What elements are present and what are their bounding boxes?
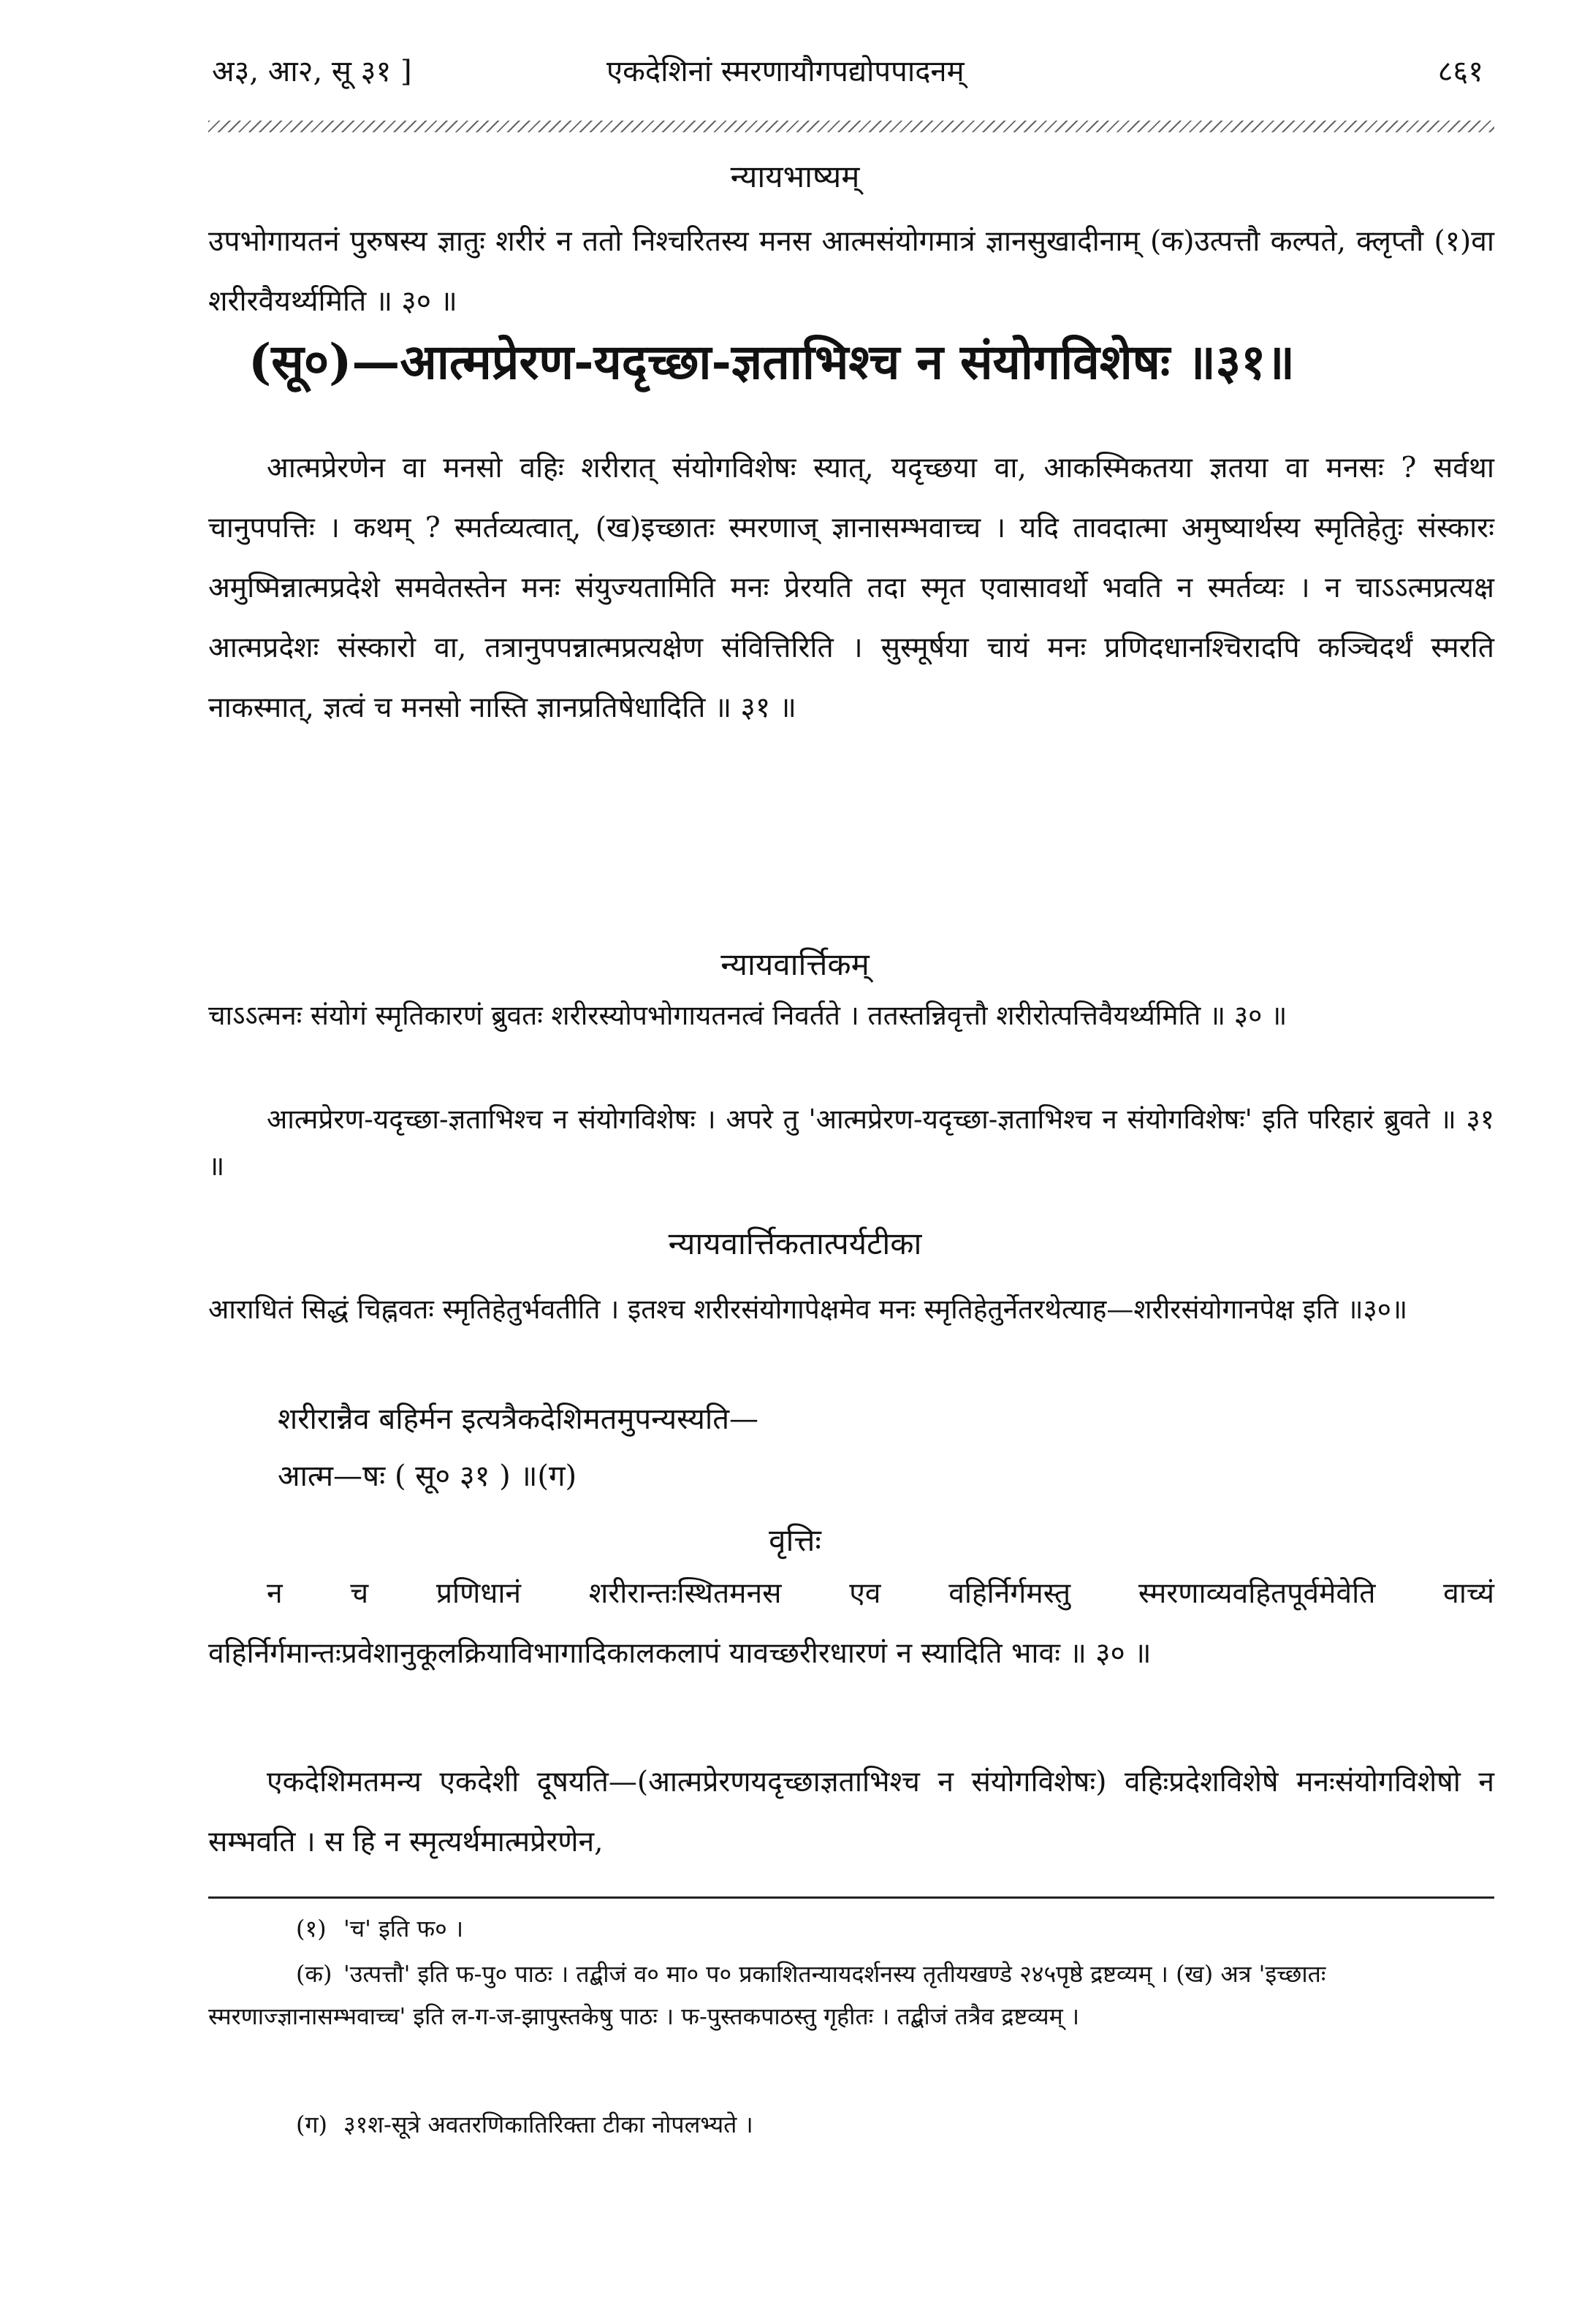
tika-text-30: आराधितं सिद्धं चिह्नवतः स्मृतिहेतुर्भवतीति । इतश्च शरीरसंयोगापेक्षमेव मनः स्मृतिहेतुर्नेतरथेत्याह—शरीरसंयोगानपेक्ष इति ॥३०॥ [208, 1294, 1408, 1325]
bhashya-text-31: आत्मप्रेरणेन वा मनसो वहिः शरीरात् संयोगविशेषः स्यात्, यदृच्छया वा, आकस्मिकतया ज्ञतया वा मनसः ? सर्वथा चानुपपत्तिः । कथम् ? स्मर्तव्यत्वात्, (ख)इच्छातः स्मरणाज् ज्ञानासम्भवाच्च । यदि तावदात्मा अमुष्यार्थस्य स्मृतिहेतुः संस्कारः अमुष्मिन्नात्मप्रदेशे समवेतस्तेन मनः संयुज्यतामिति मनः प्रेरयति तदा स्मृत एवासावर्थो भवति न स्मर्तव्यः । न चाऽऽत्मप्रत्यक्ष आत्मप्रदेशः संस्कारो वा, तत्रानुपपन्नात्मप्रत्यक्षेण संवित्तिरिति । सुस्मूर्षया चायं मनः प्रणिदधानश्चिरादपि कञ्चिदर्थं स्मरति नाकस्मात्, ज्ञत्वं च मनसो नास्ति ज्ञानप्रतिषेधादिति ॥ ३१ ॥ [208, 452, 1494, 724]
header-wavy-rule [208, 121, 1494, 132]
footnote [208, 1907, 1494, 1950]
vartika-text-30: चाऽऽत्मनः संयोगं स्मृतिकारणं ब्रुवतः शरीरस्योपभोगायतनत्वं निवर्तते । ततस्तन्निवृत्तौ शरीरोत्पत्तिवैयर्थ्यमिति ॥ ३० ॥ [208, 1000, 1287, 1031]
bhashya-heading: न्यायभाष्यम् [730, 159, 860, 194]
footnote [208, 2103, 1494, 2146]
footnote-rule [208, 1896, 1494, 1899]
tika-text-line2: शरीरान्नैव बहिर्मन इत्यत्रैकदेशिमतमुपन्यस्यति— [278, 1402, 758, 1436]
bhashya-text-30: उपभोगायतनं पुरुषस्य ज्ञातुः शरीरं न ततो निश्चरितस्य मनस आत्मसंयोगमात्रं ज्ञानसुखादीनाम् (क)उत्पत्तौ कल्पते, क्लृप्तौ (१)वा शरीरवैयर्थ्यमिति ॥ ३० ॥ [208, 225, 1494, 318]
section-reference: अ३, आ२, सू ३१ ] [212, 55, 412, 88]
footnote-text: 'उत्पत्तौ' इति फ-पु० पाठः । तद्बीजं व० मा० प० प्रकाशितन्यायदर्शनस्य तृतीयखण्डे २४५पृष्ठे द्रष्टव्यम् । (ख) अत्र 'इच्छातः स्मरणाज्ज्ञानासम्भवाच्च' इति ल-ग-ज-झापुस्तकेषु पाठः । फ-पुस्तकपाठस्तु गृहीतः । तद्बीजं तत्रैव द्रष्टव्यम् । [208, 1960, 1326, 2030]
sutra-31: (सू०)—आत्मप्रेरण-यदृच्छा-ज्ञताभिश्च न संयोगविशेषः ॥३१॥ [248, 333, 1295, 390]
footnote-key: (१) [296, 1915, 327, 1943]
tika-text-line3: आत्म—षः ( सू० ३१ ) ॥(ग) [278, 1459, 577, 1493]
vritti-text-31: एकदेशिमतमन्य एकदेशी दूषयति—(आत्मप्रेरणयदृच्छाज्ञताभिश्च न संयोगविशेषः) वहिःप्रदेशविशेषे मनःसंयोगविशेषो न सम्भवति । स हि न स्मृत्यर्थमात्मप्रेरणेन, [208, 1766, 1494, 1858]
page-header [197, 42, 1483, 101]
vritti-heading: वृत्तिः [769, 1522, 821, 1558]
footnote-key: (क) [296, 1960, 332, 1988]
vartika-heading: न्यायवार्त्तिकम् [720, 946, 870, 982]
tika-heading: न्यायवार्त्तिकतात्पर्यटीका [668, 1226, 922, 1261]
vartika-text-31: आत्मप्रेरण-यदृच्छा-ज्ञताभिश्च न संयोगविशेषः । अपरे तु 'आत्मप्रेरण-यदृच्छा-ज्ञताभिश्च न संयोगविशेषः' इति परिहारं ब्रुवते ॥ ३१ ॥ [208, 1104, 1494, 1182]
running-title: एकदेशिनां स्मरणायौगपद्योपपादनम् [606, 55, 965, 88]
footnote-text: 'च' इति फ० । [343, 1915, 464, 1943]
footnote-key: (ग) [296, 2111, 327, 2138]
vritti-text-30: न च प्रणिधानं शरीरान्तःस्थितमनस एव वहिर्निर्गमस्तु स्मरणाव्यवहितपूर्वमेवेति वाच्यं वहिर्निर्गमान्तःप्रवेशानुकूलक्रियाविभागादिकालकलापं यावच्छरीरधारणं न स्यादिति भावः ॥ ३० ॥ [208, 1577, 1494, 1670]
footnote [208, 1953, 1494, 2038]
footnote-text: ३१श-सूत्रे अवतरणिकातिरिक्ता टीका नोपलभ्यते । [343, 2111, 753, 2138]
page-number: ८६१ [1437, 55, 1483, 88]
